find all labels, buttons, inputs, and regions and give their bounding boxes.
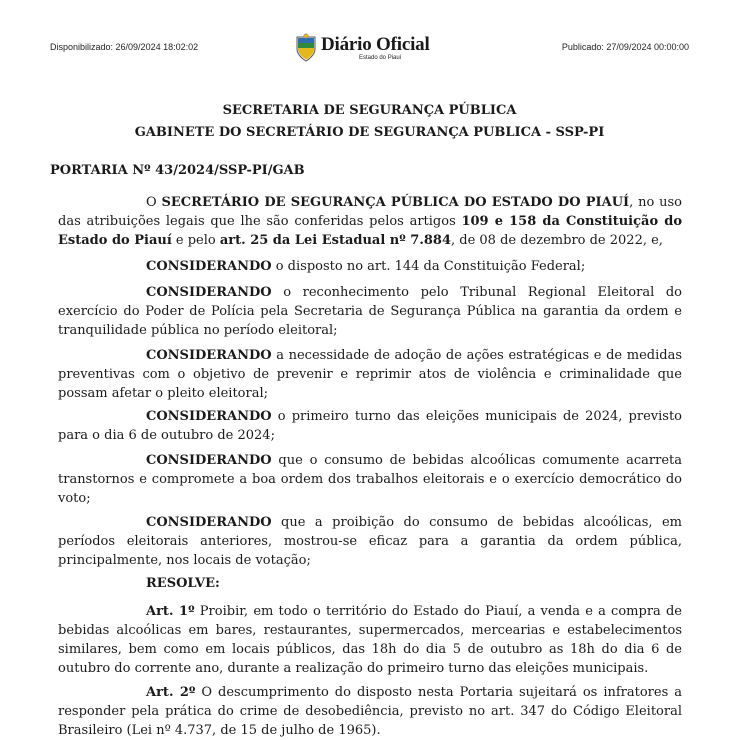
considerando-3: CONSIDERANDO a necessidade de adoção de ações estratégicas e de medidas preventivas com o objetivo de prevenir e reprimir atos de violência e criminalidade que possam afetar o pleito eleitoral; bbox=[58, 348, 682, 401]
disponibilizado-date: Disponibilizado: 26/09/2024 18:02:02 bbox=[50, 42, 199, 52]
logo-subtitle: Estado do Piauí bbox=[359, 55, 402, 61]
article-1: Art. 1º Proibir, em todo o território do Estado do Piauí, a venda e a compra de bebidas alcoólicas em bares, restaurantes, supermercados, mercearias e estabelecimentos similares, bem como em locais públicos, das 18h do dia 5 de outubro as 18h do dia 6 de outubro do corrente ano, durante a realização do primeiro turno das eleições municipais. bbox=[58, 604, 682, 676]
publicado-date: Publicado: 27/09/2024 00:00:00 bbox=[561, 42, 689, 52]
logo-title: Diário Oficial bbox=[321, 34, 430, 55]
diario-oficial-logo bbox=[295, 33, 445, 67]
resolve-heading: RESOLVE: bbox=[146, 576, 220, 591]
considerando-5: CONSIDERANDO que o consumo de bebidas alcoólicas comumente acarreta transtornos e compromete a boa ordem dos trabalhos eleitorais e o exercício democrático do voto; bbox=[58, 453, 682, 506]
article-2: Art. 2º O descumprimento do disposto nesta Portaria sujeitará os infratores a responder pela prática do crime de desobediência, previsto no art. 347 do Código Eleitoral Brasileiro (Lei nº 4.737, de 15 de julho de 1965). bbox=[58, 685, 682, 738]
portaria-number: PORTARIA Nº 43/2024/SSP-PI/GAB bbox=[50, 163, 305, 178]
considerando-2: CONSIDERANDO o reconhecimento pelo Tribunal Regional Eleitoral do exercício do Poder de Polícia pela Secretaria de Segurança Pública na garantia da ordem e tranquilidade pública no período eleitoral; bbox=[58, 285, 682, 338]
intro-paragraph: O SECRETÁRIO DE SEGURANÇA PÚBLICA DO ESTADO DO PIAUÍ, no uso das atribuições legais que lhe são conferidas pelos artigos 109 e 158 da Constituição do Estado do Piauí e pelo art. 25 da Lei Estadual nº 7.884, de 08 de dezembro de 2022, e, bbox=[58, 195, 682, 248]
considerando-4: CONSIDERANDO o primeiro turno das eleições municipais de 2024, previsto para o dia 6 de outubro de 2024; bbox=[58, 409, 682, 443]
considerando-1: CONSIDERANDO o disposto no art. 144 da Constituição Federal; bbox=[146, 259, 586, 274]
state-emblem-icon bbox=[295, 33, 317, 63]
considerando-6: CONSIDERANDO que a proibição do consumo de bebidas alcoólicas, em períodos eleitorais anteriores, mostrou-se eficaz para a garantia da ordem pública, principalmente, nos locais de votação; bbox=[58, 515, 682, 568]
secretaria-title: SECRETARIA DE SEGURANÇA PÚBLICA bbox=[222, 103, 517, 118]
gabinete-title: GABINETE DO SECRETÁRIO DE SEGURANÇA PUBLICA - SSP-PI bbox=[134, 125, 605, 140]
